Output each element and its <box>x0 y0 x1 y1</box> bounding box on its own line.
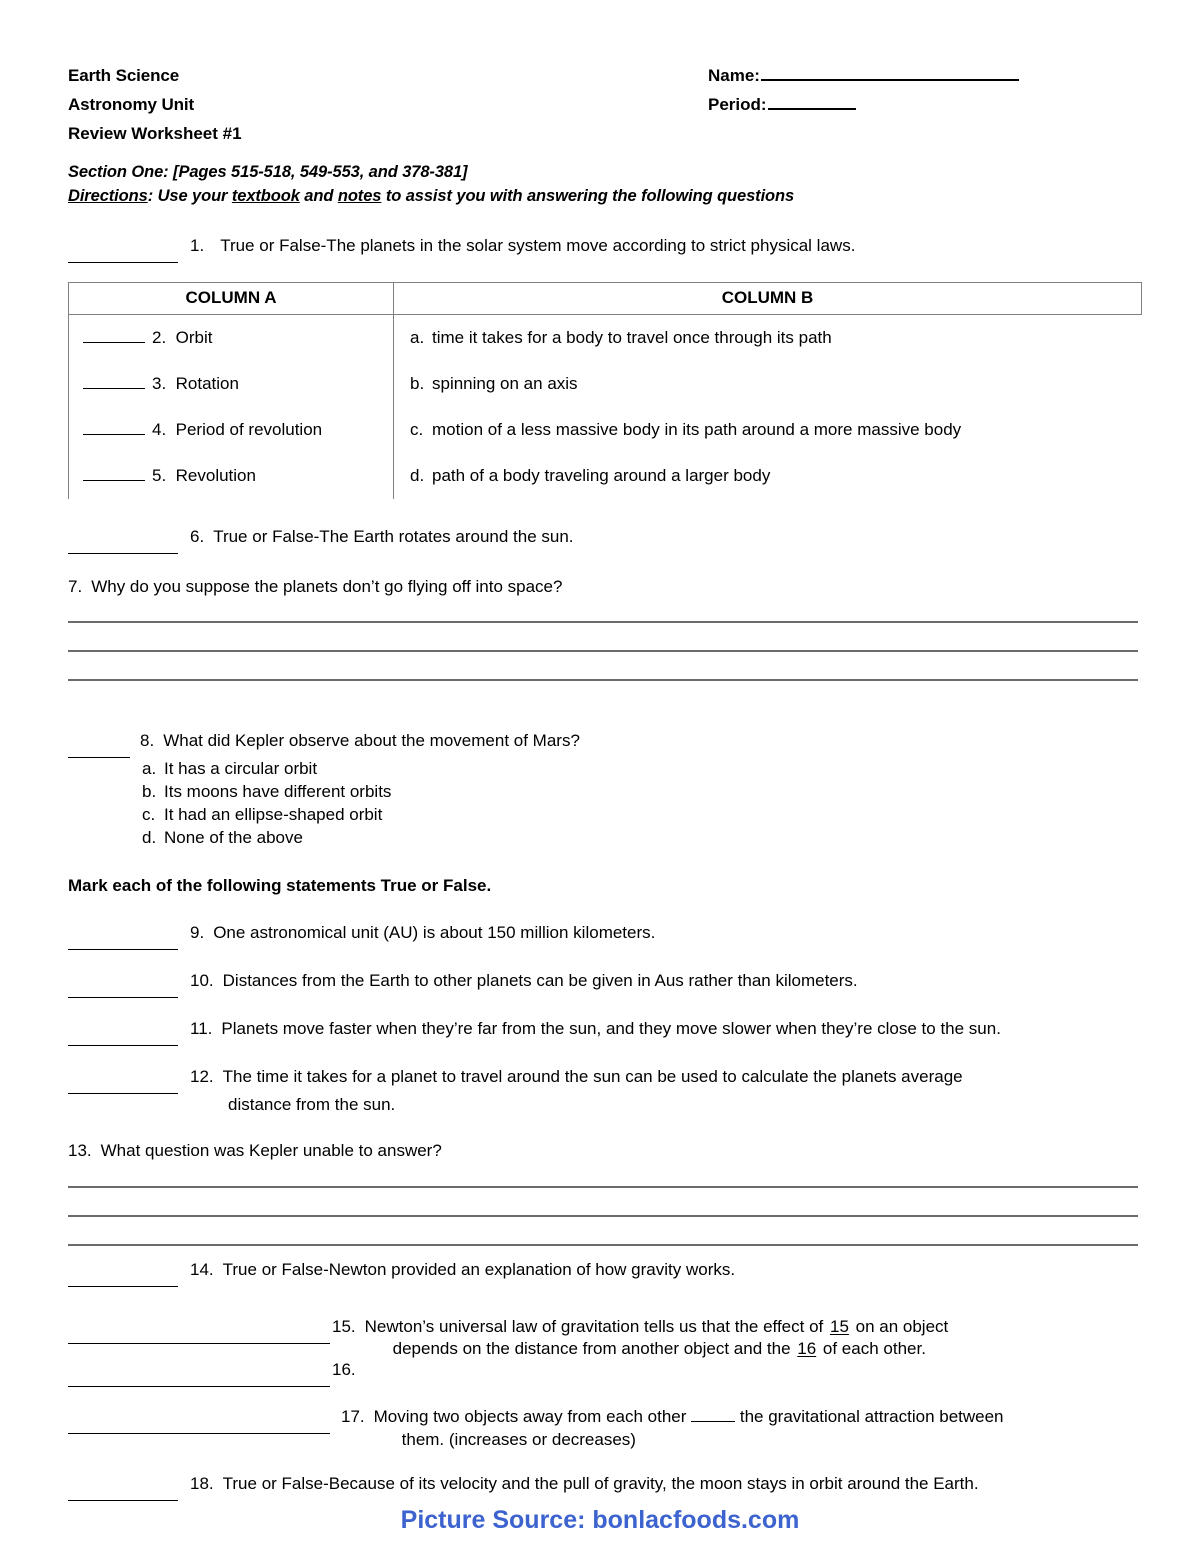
directions-colon: : Use your <box>147 187 232 206</box>
period-label: Period: <box>708 95 767 114</box>
matching-answer-blank-5[interactable] <box>83 466 145 481</box>
question-17-text-part3: them. (increases or decreases) <box>401 1429 636 1449</box>
question-14-answer-blank[interactable] <box>68 1272 178 1287</box>
question-14 <box>68 1259 1140 1287</box>
question-8-option-c[interactable] <box>68 804 1140 827</box>
matching-definition-a <box>394 315 1142 361</box>
question-17-inline-blank[interactable] <box>691 1408 735 1422</box>
name-input-blank[interactable] <box>761 66 1019 81</box>
matching-column-b-cell <box>394 361 1142 407</box>
worksheet-content <box>68 66 1140 1501</box>
question-15-inline-blank-15[interactable]: 15 <box>829 1316 849 1336</box>
question-12-continuation: distance from the sun. <box>228 1095 396 1115</box>
option-text-c: It had an ellipse-shaped orbit <box>164 804 383 824</box>
table-row <box>69 407 1142 453</box>
question-18-answer-blank[interactable] <box>68 1486 178 1501</box>
unit-title: Astronomy Unit <box>68 95 195 114</box>
matching-table <box>68 282 1142 499</box>
directions-label: Directions <box>68 187 148 206</box>
matching-term-3 <box>69 361 393 407</box>
question-15-number: 15. <box>332 1316 356 1336</box>
option-letter-a: a. <box>142 759 157 779</box>
question-11 <box>68 1018 1140 1046</box>
directions-mid: and <box>299 187 338 206</box>
option-letter-b: b. <box>142 782 157 802</box>
period-input-blank[interactable] <box>768 95 856 110</box>
matching-definition-c <box>394 407 1142 453</box>
question-15 <box>68 1316 1140 1361</box>
matching-term-label-5: Revolution <box>175 465 256 485</box>
matching-definition-text-d: path of a body traveling around a larger body <box>432 465 771 485</box>
matching-column-a-cell <box>69 453 394 499</box>
question-8-text: What did Kepler observe about the movement of Mars? <box>163 731 580 751</box>
question-1-text: True or False-The planets in the solar system move according to strict physical laws. <box>220 235 856 255</box>
question-15-inline-blank-16[interactable]: 16 <box>797 1338 817 1358</box>
matching-definition-b <box>394 361 1142 407</box>
question-15-text-part3: depends on the distance from another object and the <box>392 1338 796 1358</box>
question-15-text-part1: Newton’s universal law of gravitation tells us that the effect of <box>364 1316 828 1336</box>
matching-column-a-cell <box>69 314 394 361</box>
question-17-number: 17. <box>341 1407 365 1427</box>
name-label: Name: <box>708 66 760 85</box>
option-text-d: None of the above <box>164 827 303 847</box>
question-13 <box>68 1140 1140 1162</box>
option-text-b: Its moons have different orbits <box>164 782 392 802</box>
matching-column-a-cell <box>69 407 394 453</box>
question-8-number: 8. <box>140 731 155 751</box>
question-16 <box>68 1359 1140 1387</box>
matching-definition-text-b: spinning on an axis <box>432 373 578 393</box>
question-11-text: Planets move faster when they’re far from the sun, and they move slower when they’re close to the sun. <box>221 1019 1001 1039</box>
matching-letter-d: d. <box>410 465 425 485</box>
matching-term-4 <box>69 407 393 453</box>
question-17-answer-blank[interactable] <box>68 1419 330 1434</box>
question-15-text-part2: on an object <box>850 1316 949 1336</box>
matching-term-label-3: Rotation <box>175 373 239 393</box>
matching-term-5 <box>69 453 393 499</box>
question-8-option-d[interactable] <box>68 827 1140 850</box>
matching-answer-blank-3[interactable] <box>83 374 145 389</box>
matching-term-label-2: Orbit <box>175 327 213 347</box>
question-8-option-a[interactable] <box>68 758 1140 781</box>
question-14-text: True or False-Newton provided an explanation of how gravity works. <box>222 1259 736 1279</box>
period-field-group <box>708 95 856 115</box>
question-6 <box>68 526 1140 554</box>
option-letter-c: c. <box>142 804 156 824</box>
question-10-number: 10. <box>190 971 214 991</box>
question-7-number: 7. <box>68 576 83 596</box>
section-reference: Section One: [Pages 515-518, 549-553, and 378-381] <box>68 163 468 181</box>
matching-table-header-row <box>69 282 1142 314</box>
question-17-text-part2: the gravitational attraction between <box>735 1407 1004 1427</box>
option-text-a: It has a circular orbit <box>164 759 318 779</box>
question-8 <box>68 730 1140 758</box>
question-6-answer-blank[interactable] <box>68 539 178 554</box>
question-7 <box>68 576 1140 598</box>
question-12 <box>68 1066 1140 1094</box>
directions-textbook-emphasis: textbook <box>231 187 300 206</box>
matching-column-a-cell <box>69 361 394 407</box>
option-letter-d: d. <box>142 827 157 847</box>
question-11-number: 11. <box>190 1019 213 1039</box>
question-10 <box>68 970 1140 998</box>
matching-term-label-4: Period of revolution <box>175 419 323 439</box>
question-15-text-part4: of each other. <box>818 1338 926 1358</box>
question-13-number: 13. <box>68 1141 92 1161</box>
matching-answer-blank-4[interactable] <box>83 420 145 435</box>
course-title: Earth Science <box>68 66 180 85</box>
matching-column-b-cell <box>394 453 1142 499</box>
matching-term-2 <box>69 315 393 361</box>
question-9 <box>68 922 1140 950</box>
question-8-option-b[interactable] <box>68 781 1140 804</box>
question-16-number: 16. <box>332 1360 356 1380</box>
matching-number-4: 4. <box>152 419 167 439</box>
matching-number-5: 5. <box>152 465 167 485</box>
matching-definition-text-a: time it takes for a body to travel once through its path <box>432 327 832 347</box>
matching-letter-b: b. <box>410 373 425 393</box>
question-14-number: 14. <box>190 1259 214 1279</box>
worksheet-title: Review Worksheet #1 <box>68 124 242 143</box>
question-13-text: What question was Kepler unable to answer? <box>100 1141 442 1161</box>
matching-number-3: 3. <box>152 373 167 393</box>
question-11-answer-blank[interactable] <box>68 1031 178 1046</box>
question-9-number: 9. <box>190 923 205 943</box>
question-10-text: Distances from the Earth to other planets can be given in Aus rather than kilometers. <box>222 971 858 991</box>
question-18 <box>68 1473 1140 1501</box>
true-false-section-heading: Mark each of the following statements True or False. <box>68 876 492 896</box>
question-17-text-part1: Moving two objects away from each other <box>373 1407 692 1427</box>
name-field-group <box>708 66 1019 86</box>
question-9-answer-blank[interactable] <box>68 935 178 950</box>
question-6-number: 6. <box>190 526 205 546</box>
question-12-text: The time it takes for a planet to travel around the sun can be used to calculate the planets average <box>222 1067 963 1087</box>
matching-column-b-cell <box>394 407 1142 453</box>
matching-column-b-cell <box>394 314 1142 361</box>
header-row-unit <box>68 95 1140 115</box>
question-1 <box>68 235 1140 263</box>
table-row <box>69 314 1142 361</box>
header-row-course <box>68 66 1140 86</box>
question-12-answer-blank[interactable] <box>68 1079 178 1094</box>
question-12-number: 12. <box>190 1067 214 1087</box>
matching-definition-d <box>394 453 1142 499</box>
question-7-text: Why do you suppose the planets don’t go flying off into space? <box>91 576 563 596</box>
directions-notes-emphasis: notes <box>337 187 382 206</box>
question-18-number: 18. <box>190 1474 214 1494</box>
matching-number-2: 2. <box>152 327 167 347</box>
matching-letter-c: c. <box>410 419 424 439</box>
matching-definition-text-c: motion of a less massive body in its path around a more massive body <box>432 419 962 439</box>
column-a-header: COLUMN A <box>69 282 394 314</box>
question-18-text: True or False-Because of its velocity and the pull of gravity, the moon stays in orbit around the Earth. <box>222 1474 979 1494</box>
directions-end: to assist you with answering the following questions <box>381 187 795 206</box>
question-10-answer-blank[interactable] <box>68 983 178 998</box>
directions-line <box>68 184 1140 208</box>
matching-letter-a: a. <box>410 327 425 347</box>
table-row <box>69 361 1142 407</box>
question-6-text: True or False-The Earth rotates around the sun. <box>213 526 574 546</box>
question-16-answer-blank[interactable] <box>68 1372 330 1387</box>
question-8-answer-blank[interactable] <box>68 743 130 758</box>
column-b-header: COLUMN B <box>394 282 1142 314</box>
table-row <box>69 453 1142 499</box>
question-9-text: One astronomical unit (AU) is about 150 million kilometers. <box>213 923 656 943</box>
question-15-answer-blank[interactable] <box>68 1329 330 1344</box>
matching-answer-blank-2[interactable] <box>83 328 145 343</box>
question-17 <box>68 1406 1140 1451</box>
picture-source-footer: Picture Source: bonlacfoods.com <box>400 1506 800 1534</box>
question-1-number: 1. <box>190 235 205 255</box>
question-1-answer-blank[interactable] <box>68 248 178 263</box>
